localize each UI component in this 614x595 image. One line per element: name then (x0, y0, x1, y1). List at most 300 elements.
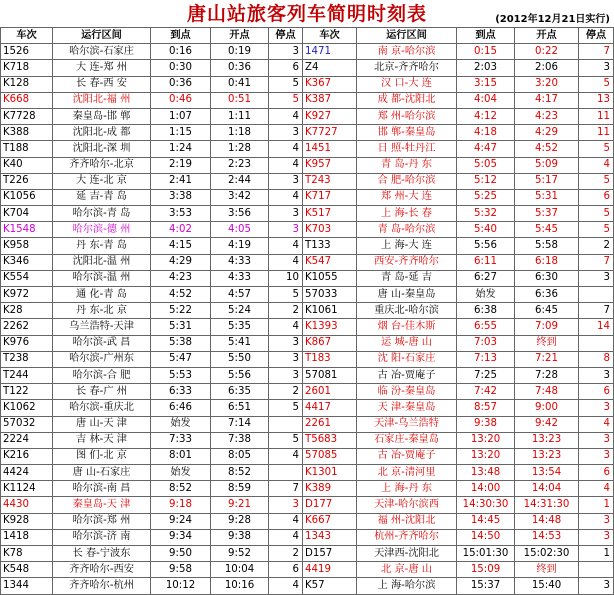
left-cell-route: 沈阳北-深 圳 (53, 141, 151, 157)
right-cell-stop: 11 (579, 108, 614, 124)
right-cell-stop: 6 (579, 189, 614, 205)
right-cell-train: T183 (303, 351, 357, 367)
left-cell-stop: 3 (269, 335, 303, 351)
table-row (1, 351, 614, 367)
right-cell-depart: 6:30 (515, 270, 579, 286)
left-cell-arrive: 6:33 (151, 384, 211, 400)
left-cell-depart: 2:44 (211, 173, 269, 189)
right-cell-route: 合 肥-哈尔滨 (357, 173, 457, 189)
right-cell-depart: 15:02:30 (515, 546, 579, 562)
right-cell-stop: 2 (579, 238, 614, 254)
right-cell-train: K57 (303, 578, 357, 594)
col-header-train: 车次 (1, 28, 53, 44)
table-row (1, 206, 614, 222)
right-cell-depart: 7:48 (515, 384, 579, 400)
right-cell-route: 上 海-大 连 (357, 238, 457, 254)
left-cell-train: T188 (1, 141, 53, 157)
left-cell-stop: 3 (269, 125, 303, 141)
left-cell-route: 乌兰浩特-天津 (53, 319, 151, 335)
left-cell-stop: 5 (269, 432, 303, 448)
left-cell-arrive: 9:34 (151, 529, 211, 545)
right-cell-stop: 3 (579, 529, 614, 545)
left-cell-arrive: 6:46 (151, 400, 211, 416)
left-cell-stop: 3 (269, 367, 303, 383)
left-cell-train: K346 (1, 254, 53, 270)
right-cell-depart: 5:17 (515, 173, 579, 189)
left-cell-arrive: 10:12 (151, 578, 211, 594)
right-cell-arrive: 5:05 (457, 157, 515, 173)
left-cell-arrive: 5:53 (151, 367, 211, 383)
right-cell-arrive: 6:27 (457, 270, 515, 286)
col-header-train: 车次 (303, 28, 357, 44)
right-cell-train: D157 (303, 546, 357, 562)
table-row (1, 416, 614, 432)
left-cell-route: 哈尔滨-德 州 (53, 222, 151, 238)
right-cell-depart: 14:31:30 (515, 497, 579, 513)
left-cell-route: 哈尔滨-合 肥 (53, 367, 151, 383)
col-header-arrive: 到点 (457, 28, 515, 44)
table-row (1, 465, 614, 481)
left-cell-arrive: 4:02 (151, 222, 211, 238)
right-cell-stop (579, 562, 614, 578)
table-row (1, 481, 614, 497)
right-cell-depart: 9:42 (515, 416, 579, 432)
left-cell-route: 哈尔滨-青 岛 (53, 206, 151, 222)
right-cell-arrive: 5:40 (457, 222, 515, 238)
table-row (1, 189, 614, 205)
left-cell-train: 1526 (1, 44, 53, 60)
right-cell-arrive: 6:38 (457, 303, 515, 319)
right-cell-route: 北京-齐齐哈尔 (357, 60, 457, 76)
right-cell-route: 西安-齐齐哈尔 (357, 254, 457, 270)
right-cell-depart: 13:23 (515, 432, 579, 448)
table-row (1, 335, 614, 351)
right-cell-stop: 7 (579, 44, 614, 60)
right-cell-stop: 3 (579, 400, 614, 416)
right-cell-arrive: 5:12 (457, 173, 515, 189)
right-cell-stop: 7 (579, 303, 614, 319)
left-cell-depart: 0:36 (211, 60, 269, 76)
right-cell-stop: 1 (579, 497, 614, 513)
right-cell-depart: 14:53 (515, 529, 579, 545)
right-cell-arrive: 14:50 (457, 529, 515, 545)
right-cell-arrive: 4:12 (457, 108, 515, 124)
table-row (1, 238, 614, 254)
left-cell-route: 哈尔滨-南 昌 (53, 481, 151, 497)
right-cell-depart: 7:21 (515, 351, 579, 367)
right-cell-route: 古 冶-贾庵子 (357, 448, 457, 464)
right-cell-stop (579, 335, 614, 351)
right-cell-route: 汉 口-大 连 (357, 76, 457, 92)
table-row (1, 270, 614, 286)
left-cell-depart: 4:33 (211, 270, 269, 286)
left-cell-route: 哈尔滨-石家庄 (53, 44, 151, 60)
right-cell-train: K389 (303, 481, 357, 497)
left-cell-stop: 4 (269, 448, 303, 464)
table-row (1, 108, 614, 124)
table-row (1, 287, 614, 303)
left-cell-stop: 4 (269, 254, 303, 270)
left-cell-stop: 2 (269, 384, 303, 400)
left-cell-train: K128 (1, 76, 53, 92)
right-cell-stop: 5 (579, 222, 614, 238)
left-cell-stop: 4 (269, 189, 303, 205)
right-cell-train: T133 (303, 238, 357, 254)
right-cell-train: K1301 (303, 465, 357, 481)
left-cell-route: 沈阳北-温 州 (53, 254, 151, 270)
left-cell-stop: 3 (269, 206, 303, 222)
right-cell-train: K667 (303, 513, 357, 529)
table-row (1, 303, 614, 319)
left-cell-arrive: 5:22 (151, 303, 211, 319)
left-cell-route: 齐齐哈尔-北京 (53, 157, 151, 173)
left-cell-route: 哈尔滨-郑 州 (53, 513, 151, 529)
right-cell-route: 郑 州-哈尔滨 (357, 108, 457, 124)
left-cell-train: K958 (1, 238, 53, 254)
right-cell-arrive: 5:56 (457, 238, 515, 254)
left-cell-stop: 5 (269, 400, 303, 416)
right-cell-train: K927 (303, 108, 357, 124)
left-cell-depart: 4:57 (211, 287, 269, 303)
right-cell-train: T243 (303, 173, 357, 189)
left-cell-depart: 1:18 (211, 125, 269, 141)
table-row (1, 141, 614, 157)
col-header-route: 运行区间 (53, 28, 151, 44)
right-cell-train: D177 (303, 497, 357, 513)
left-cell-train: K704 (1, 206, 53, 222)
left-cell-stop (269, 465, 303, 481)
right-cell-route: 上 海-长 春 (357, 206, 457, 222)
left-cell-route: 吉 林-天 津 (53, 432, 151, 448)
right-cell-depart: 终到 (515, 335, 579, 351)
left-cell-depart: 5:41 (211, 335, 269, 351)
right-cell-arrive: 4:47 (457, 141, 515, 157)
left-cell-depart: 6:35 (211, 384, 269, 400)
right-cell-depart: 终到 (515, 562, 579, 578)
right-cell-train: K1055 (303, 270, 357, 286)
left-cell-train: K1062 (1, 400, 53, 416)
left-cell-arrive: 2:41 (151, 173, 211, 189)
left-cell-depart: 0:51 (211, 92, 269, 108)
left-cell-arrive: 1:07 (151, 108, 211, 124)
left-cell-train: K40 (1, 157, 53, 173)
right-cell-arrive: 14:45 (457, 513, 515, 529)
right-cell-route: 邯 郸-秦皇岛 (357, 125, 457, 141)
right-cell-train: 1471 (303, 44, 357, 60)
right-cell-train: 57085 (303, 448, 357, 464)
right-cell-depart: 14:04 (515, 481, 579, 497)
left-cell-train: K78 (1, 546, 53, 562)
left-cell-stop: 3 (269, 351, 303, 367)
left-cell-depart: 7:14 (211, 416, 269, 432)
col-header-depart: 开点 (515, 28, 579, 44)
right-cell-route: 杭州-齐齐哈尔 (357, 529, 457, 545)
right-cell-stop: 4 (579, 157, 614, 173)
page-title: 唐山站旅客列车简明时刻表 (186, 3, 427, 25)
left-cell-arrive: 5:38 (151, 335, 211, 351)
left-cell-route: 通 化-青 岛 (53, 287, 151, 303)
left-cell-train: 2224 (1, 432, 53, 448)
right-cell-stop: 6 (579, 384, 614, 400)
left-cell-arrive: 0:36 (151, 76, 211, 92)
right-cell-route: 重庆北-哈尔滨 (357, 303, 457, 319)
right-cell-arrive: 7:13 (457, 351, 515, 367)
right-cell-route: 福 州-沈阳北 (357, 513, 457, 529)
right-cell-stop: 11 (579, 125, 614, 141)
left-cell-train: K972 (1, 287, 53, 303)
right-cell-route: 上 海-丹 东 (357, 481, 457, 497)
right-cell-train: Z4 (303, 60, 357, 76)
table-row (1, 44, 614, 60)
left-cell-arrive: 4:29 (151, 254, 211, 270)
right-cell-arrive: 15:01:30 (457, 546, 515, 562)
left-cell-depart: 6:51 (211, 400, 269, 416)
right-cell-stop: 4 (579, 481, 614, 497)
left-cell-arrive: 始发 (151, 416, 211, 432)
right-cell-arrive: 3:15 (457, 76, 515, 92)
left-cell-stop (269, 416, 303, 432)
right-cell-route: 日 照-牡丹江 (357, 141, 457, 157)
left-cell-route: 丹 东-青 岛 (53, 238, 151, 254)
left-cell-arrive: 4:15 (151, 238, 211, 254)
right-cell-stop: 3 (579, 448, 614, 464)
left-cell-arrive: 0:30 (151, 60, 211, 76)
left-cell-arrive: 4:23 (151, 270, 211, 286)
left-cell-train: K976 (1, 335, 53, 351)
left-cell-route: 唐 山-天 津 (53, 416, 151, 432)
left-cell-route: 哈尔滨-温 州 (53, 270, 151, 286)
right-cell-train: 1343 (303, 529, 357, 545)
left-cell-train: 2262 (1, 319, 53, 335)
left-cell-stop: 4 (269, 578, 303, 594)
left-cell-route: 长 春-西 安 (53, 76, 151, 92)
right-cell-train: 2601 (303, 384, 357, 400)
left-cell-arrive: 1:24 (151, 141, 211, 157)
right-cell-route: 烟 台-佳木斯 (357, 319, 457, 335)
right-cell-depart: 5:58 (515, 238, 579, 254)
right-cell-depart: 4:29 (515, 125, 579, 141)
right-cell-route: 成 都-沈阳北 (357, 92, 457, 108)
right-cell-depart: 4:52 (515, 141, 579, 157)
left-cell-stop: 4 (269, 513, 303, 529)
left-cell-train: T244 (1, 367, 53, 383)
right-cell-arrive: 7:42 (457, 384, 515, 400)
right-cell-train: T5683 (303, 432, 357, 448)
left-cell-route: 延 吉-青 岛 (53, 189, 151, 205)
left-cell-depart: 8:59 (211, 481, 269, 497)
table-row (1, 76, 614, 92)
left-cell-depart: 5:50 (211, 351, 269, 367)
left-cell-stop: 3 (269, 222, 303, 238)
left-cell-train: K718 (1, 60, 53, 76)
left-cell-arrive: 1:15 (151, 125, 211, 141)
left-cell-train: 4424 (1, 465, 53, 481)
left-cell-route: 齐齐哈尔-西安 (53, 562, 151, 578)
left-cell-stop: 4 (269, 238, 303, 254)
right-cell-arrive: 14:00 (457, 481, 515, 497)
table-row (1, 92, 614, 108)
right-cell-depart: 6:36 (515, 287, 579, 303)
right-cell-arrive: 9:38 (457, 416, 515, 432)
right-cell-depart: 7:28 (515, 367, 579, 383)
right-cell-train: 2261 (303, 416, 357, 432)
right-cell-arrive: 4:18 (457, 125, 515, 141)
right-cell-train: K367 (303, 76, 357, 92)
right-cell-stop: 5 (579, 76, 614, 92)
right-cell-train: 1451 (303, 141, 357, 157)
left-cell-route: 沈阳北-福 州 (53, 92, 151, 108)
left-cell-stop: 7 (269, 481, 303, 497)
left-cell-arrive: 7:33 (151, 432, 211, 448)
left-cell-train: 1418 (1, 529, 53, 545)
table-row (1, 173, 614, 189)
right-cell-train: K1393 (303, 319, 357, 335)
right-cell-depart: 5:09 (515, 157, 579, 173)
right-cell-depart: 0:22 (515, 44, 579, 60)
left-cell-arrive: 3:38 (151, 189, 211, 205)
left-cell-stop: 3 (269, 173, 303, 189)
right-cell-stop: 13 (579, 92, 614, 108)
right-cell-stop: 6 (579, 465, 614, 481)
right-cell-arrive: 7:25 (457, 367, 515, 383)
left-cell-depart: 10:16 (211, 578, 269, 594)
left-cell-stop: 4 (269, 108, 303, 124)
table-row (1, 432, 614, 448)
left-cell-depart: 9:28 (211, 513, 269, 529)
left-cell-depart: 9:38 (211, 529, 269, 545)
left-cell-depart: 8:52 (211, 465, 269, 481)
timetable-body (1, 44, 614, 594)
right-cell-stop: 1 (579, 546, 614, 562)
left-cell-depart: 5:56 (211, 367, 269, 383)
left-cell-train: K554 (1, 270, 53, 286)
right-cell-route: 北 京-唐 山 (357, 562, 457, 578)
table-row (1, 157, 614, 173)
left-cell-route: 哈尔滨-武 昌 (53, 335, 151, 351)
right-cell-depart: 2:06 (515, 60, 579, 76)
left-cell-arrive: 2:19 (151, 157, 211, 173)
right-cell-route: 郑 州-大 连 (357, 189, 457, 205)
left-cell-train: K1548 (1, 222, 53, 238)
right-cell-arrive: 5:32 (457, 206, 515, 222)
table-row (1, 319, 614, 335)
right-cell-train: K957 (303, 157, 357, 173)
left-cell-stop: 4 (269, 319, 303, 335)
right-cell-train: K1061 (303, 303, 357, 319)
right-cell-depart: 13:54 (515, 465, 579, 481)
table-row (1, 529, 614, 545)
right-cell-depart: 6:45 (515, 303, 579, 319)
left-cell-train: T238 (1, 351, 53, 367)
right-cell-depart: 15:40 (515, 578, 579, 594)
right-cell-depart: 14:48 (515, 513, 579, 529)
right-cell-route: 北 京-清河里 (357, 465, 457, 481)
right-cell-route: 青 岛-哈尔滨 (357, 222, 457, 238)
left-cell-stop: 6 (269, 60, 303, 76)
right-cell-route: 青 岛-延 吉 (357, 270, 457, 286)
right-cell-stop: 4 (579, 416, 614, 432)
left-cell-route: 秦皇岛-天 津 (53, 497, 151, 513)
right-cell-train: K547 (303, 254, 357, 270)
left-cell-train: K548 (1, 562, 53, 578)
right-cell-train: K517 (303, 206, 357, 222)
left-cell-arrive: 9:18 (151, 497, 211, 513)
left-cell-stop: 4 (269, 529, 303, 545)
left-cell-stop: 3 (269, 44, 303, 60)
left-cell-depart: 8:05 (211, 448, 269, 464)
effective-date: (2012年12月21日实行) (495, 14, 610, 25)
left-cell-stop: 4 (269, 141, 303, 157)
left-cell-depart: 10:04 (211, 562, 269, 578)
right-cell-train: K7727 (303, 125, 357, 141)
col-header-arrive: 到点 (151, 28, 211, 44)
right-cell-train: 4419 (303, 562, 357, 578)
right-cell-stop: 3 (579, 270, 614, 286)
right-cell-arrive: 14:30:30 (457, 497, 515, 513)
right-cell-stop: 3 (579, 60, 614, 76)
left-cell-depart: 7:38 (211, 432, 269, 448)
timetable (0, 27, 614, 595)
left-cell-depart: 0:41 (211, 76, 269, 92)
right-cell-route: 沈 阳-石家庄 (357, 351, 457, 367)
right-cell-arrive: 始发 (457, 287, 515, 303)
right-cell-depart: 3:20 (515, 76, 579, 92)
right-cell-stop: 14 (579, 319, 614, 335)
col-header-stop: 停点 (579, 28, 614, 44)
left-cell-train: K28 (1, 303, 53, 319)
left-cell-depart: 2:23 (211, 157, 269, 173)
right-cell-arrive: 2:03 (457, 60, 515, 76)
right-cell-stop: 5 (579, 206, 614, 222)
right-cell-arrive: 5:25 (457, 189, 515, 205)
right-cell-train: K387 (303, 92, 357, 108)
right-cell-stop: 3 (579, 578, 614, 594)
right-cell-train: 57081 (303, 367, 357, 383)
left-cell-arrive: 4:52 (151, 287, 211, 303)
left-cell-arrive: 9:24 (151, 513, 211, 529)
left-cell-stop: 4 (269, 157, 303, 173)
left-cell-arrive: 5:31 (151, 319, 211, 335)
right-cell-route: 运 城-唐 山 (357, 335, 457, 351)
left-cell-arrive: 5:47 (151, 351, 211, 367)
right-cell-depart: 4:23 (515, 108, 579, 124)
table-row (1, 384, 614, 400)
right-cell-depart: 5:45 (515, 222, 579, 238)
left-cell-stop: 2 (269, 546, 303, 562)
table-row (1, 497, 614, 513)
left-cell-depart: 4:19 (211, 238, 269, 254)
right-cell-arrive: 13:20 (457, 448, 515, 464)
left-cell-stop: 5 (269, 76, 303, 92)
right-cell-route: 石家庄-秦皇岛 (357, 432, 457, 448)
right-cell-route: 天津西-沈阳北 (357, 546, 457, 562)
right-cell-depart: 5:31 (515, 189, 579, 205)
right-cell-depart: 13:23 (515, 448, 579, 464)
left-cell-depart: 1:28 (211, 141, 269, 157)
table-row (1, 578, 614, 594)
table-row (1, 254, 614, 270)
right-cell-stop: 3 (579, 513, 614, 529)
right-cell-depart: 6:18 (515, 254, 579, 270)
right-cell-route: 古 冶-贾庵子 (357, 367, 457, 383)
right-cell-route: 临 汾-秦皇岛 (357, 384, 457, 400)
left-cell-depart: 5:24 (211, 303, 269, 319)
table-row (1, 222, 614, 238)
left-cell-train: K1056 (1, 189, 53, 205)
left-cell-depart: 5:35 (211, 319, 269, 335)
right-cell-train: K703 (303, 222, 357, 238)
right-cell-stop: 7 (579, 254, 614, 270)
